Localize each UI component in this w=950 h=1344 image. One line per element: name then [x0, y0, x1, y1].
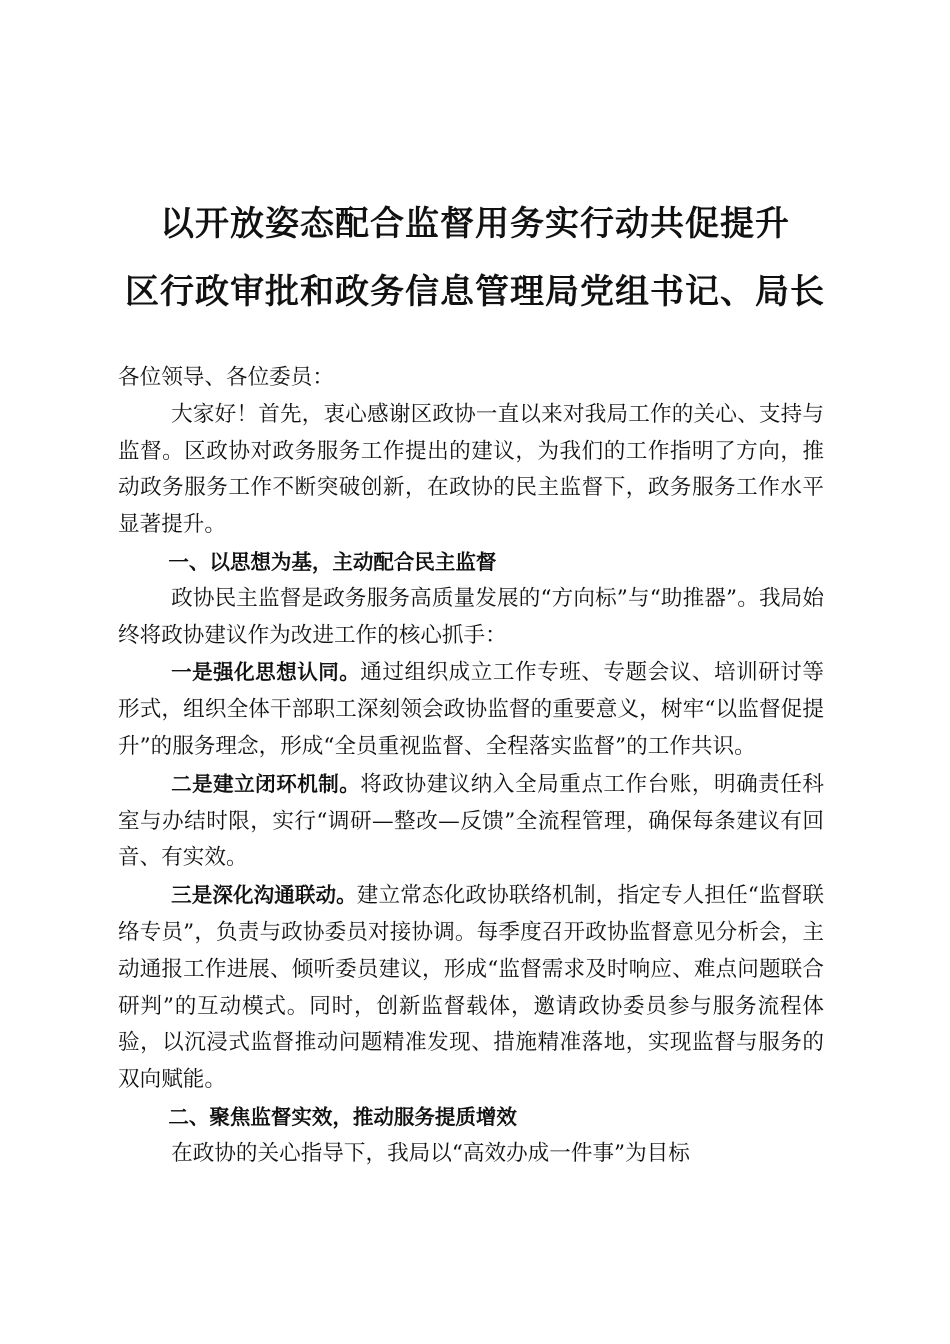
- document-title-line2: 区行政审批和政务信息管理局党组书记、局长: [125, 272, 825, 312]
- section-1-item-2-text: 将政协建议纳入全局重点工作台账，明确责任科室与办结时限，实行“调研—整改—反馈”全流程管理，确保每条建议有回音、有实效。: [118, 771, 824, 871]
- salutation: 各位领导、各位委员：: [118, 365, 334, 390]
- section-1-heading: 一、以思想为基，主动配合民主监督: [168, 549, 497, 574]
- document-body: [118, 360, 824, 1173]
- section-2-heading: 二、聚焦监督实效，推动服务提质增效: [168, 1104, 517, 1129]
- section-1-item-1-lead: 一是强化思想认同。: [171, 660, 361, 685]
- section-1-item-1: [118, 654, 824, 765]
- section-1-intro: 政协民主监督是政务服务高质量发展的“方向标”与“助推器”。我局始终将政协建议作为改进工作的核心抓手：: [118, 585, 824, 648]
- section-1-item-3-lead: 三是深化沟通联动。: [171, 883, 357, 908]
- section-1-item-2-lead: 二是建立闭环机制。: [171, 771, 361, 796]
- section-2-intro: 在政协的关心指导下，我局以“高效办成一件事”为目标: [171, 1140, 690, 1166]
- section-1-item-3-text: 建立常态化政协联络机制，指定专人担任“监督联络专员”，负责与政协委员对接协调。每季度召开政协监督意见分析会，主动通报工作进展、倾听委员建议，形成“监督需求及时响应、难点问题联合研判”的互动模式。同时，创新监督载体，邀请政协委员参与服务流程体验，以沉浸式监督推动问题精准发现、措施精准落地，实现监督与服务的双向赋能。: [118, 883, 825, 1093]
- document-title-line1: 以开放姿态配合监督用务实行动共促提升: [160, 204, 790, 244]
- section-1-item-3: [118, 877, 824, 1099]
- intro-paragraph: 大家好！首先，衷心感谢区政协一直以来对我局工作的关心、支持与监督。区政协对政务服务工作提出的建议，为我们的工作指明了方向，推动政务服务工作不断突破创新，在政协的民主监督下，政务服务工作水平显著提升。: [118, 401, 824, 538]
- section-1-item-1-text: 通过组织成立工作专班、专题会议、培训研讨等形式，组织全体干部职工深刻领会政协监督的重要意义，树牢“以监督促提升”的服务理念，形成“全员重视监督、全程落实监督”的工作共识。: [118, 660, 824, 759]
- section-1-item-2: [118, 766, 824, 877]
